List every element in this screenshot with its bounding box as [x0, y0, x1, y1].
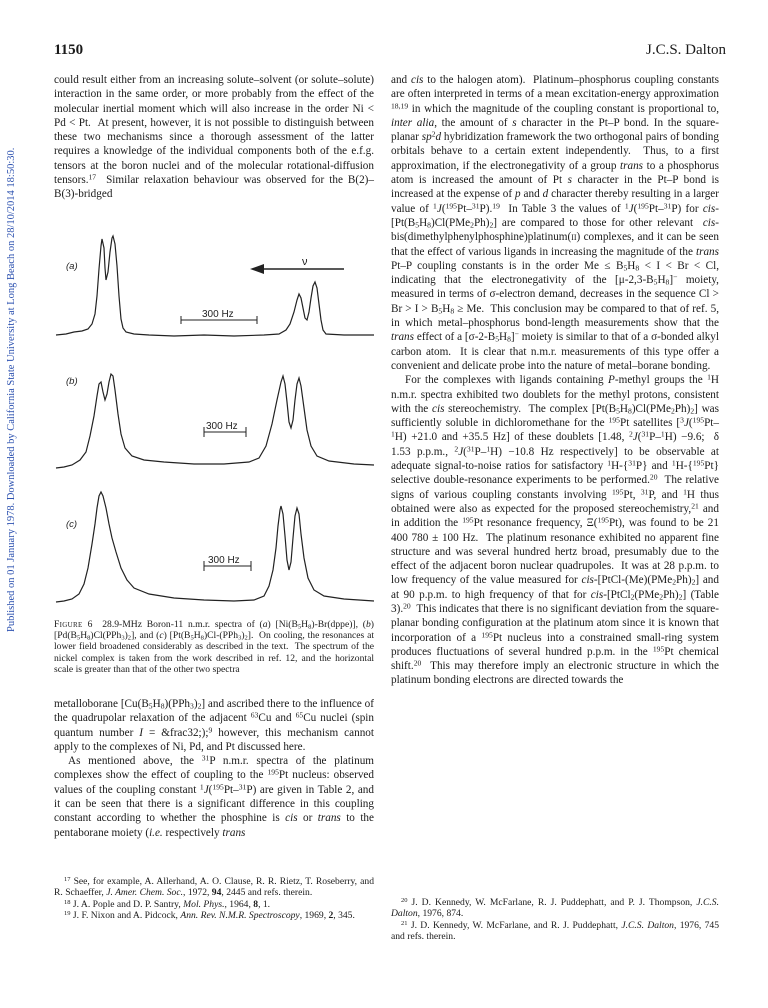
right-footnotes: $^{20}$ J. D. Kennedy, W. McFarlane, R. J. Puddephatt, and P. J. Thompson, J.C.S. Dalton, 1976, 874. $^{21}$ J. D. Kennedy, W. McFarlane, and R. J. Puddephatt, J.C.S. Dalton, 1976, 745 and refs. therein. [391, 897, 719, 942]
left-column-bottom-text: metalloborane $[Cu(B_5H_8)(PPh_3)_2]$ and ascribed there to the influence of the quadrupolar relaxation of the adjacent $^{63}$Cu and $^{65}$Cu nuclei (spin quantum number I = &frac32;);$^9$ however, this mechanism cannot apply to the complexes of Ni, Pd, and Pt discussed here. As mentioned above, the $^{31}$P n.m.r. spectra of the platinum complexes show the effect of coupling to the $^{195}$Pt nucleus: observed values of the coupling constant $^1$J($^{195}$Pt–$^{31}$P) are given in Table 2, and it can be seen that there is a significant difference in this coupling constant according to whether the phosphine is cis or trans to the pentaborane moiety (i.e. respectively trans [54, 698, 374, 839]
scale-label-c: 300 Hz [208, 555, 240, 566]
scale-label-a: 300 Hz [202, 309, 234, 320]
page-number: 1150 [54, 42, 84, 58]
frequency-arrow-label: ν [302, 256, 308, 268]
left-column-top-text: could result either from an increasing solute–solvent (or solute–solute) interaction in the same order, or more probably from the effect of the molecular inertial moment which will also increase in the order Ni < Pd < Pt. At present, however, it is not possible to distinguish between these two mechanisms since a thorough assessment of the latter requires a knowledge of the individual components both of the e.f.g. tensors at the boron nuclei and of the molecular rotational-diffusion tensors.$^{17}$ Similar relaxation behaviour was observed for the B(2)–B(3)-bridged [54, 74, 374, 201]
scale-label-b: 300 Hz [206, 421, 238, 432]
right-column-text: and cis to the halogen atom). Platinum–phosphorus coupling constants are often interpreted in terms of a mean excitation-energy approximation $^{18,19}$ in which the magnitude of the coupling constant is proportional to, inter alia, the amount of s character in the Pt–P bond. In the square-planar $sp^2d$ hybridization framework the two orthogonal pairs of bonding orbitals behave to a certain extent independently. Thus, to a first approximation, if the electronegativity of a group trans to a phosphorus atom is increased the amount of Pt s character in the Pt–P bond is increased at the expense of p and d character thereby resulting in a larger value of $^1$J($^{195}$Pt–$^{31}$P).$^{19}$ In Table 3 the values of $^1$J($^{195}$Pt–$^{31}$P) for cis-$[Pt(B_5H_8)Cl(PMe_2Ph)_2]$ are compared to those for other relevant cis-bis(dimethylphenylphosphine)platinum(ii) complexes, and it can be seen that the effect of various ligands in increasing the magnitude of the trans Pt–P coupling constants is in the order $Me \le B_5H_8 < I < Br < Cl$, indicating that the electronegativity of the $[\mu-2,3-B_5H_8]^-$ moiety, measured in terms of σ-electron demand, decreases in the sequence $Cl > Br > I > B_5H_8 \ge Me$. This conclusion may be compared to that of ref. 5, in which metal–phosphorus bond-length measurements show that the trans effect of a $[\sigma-2-B_5H_8]^-$ moiety is similar to that of a σ-bonded alkyl carbon atom. It is clear that n.m.r. measurements of this type offer a convenient and delicate probe into the nature of metal–borane bonding. For the complexes with ligands containing P-methyl groups the $^1$H n.m.r. spectra exhibited two doublets for the methyl protons, consistent with the cis stereochemistry. The complex $[Pt(B_5H_8)Cl(PMe_2Ph)_2]$ was sufficiently soluble in dichloromethane for the $^{195}$Pt satellites [$^3$J($^{195}$Pt–$^1$H) +21.0 and +35.5 Hz] of these doublets [1.48, $^2$J($^{31}$P–$^1$H) −9.6; δ 1.53 p.p.m., $^2$J($^{31}$P–$^1$H) −10.8 Hz respectively] to be observable at adequate signal-to-noise ratios for satisfactory $^1$H-{$^{31}$P} and $^1$H-{$^{195}$Pt} selective double-resonance experiments to be performed.$^{20}$ The relative signs of various coupling constants involving $^{195}$Pt, $^{31}$P, and $^1$H thus obtained were also as expected for the proposed stereochemistry,$^{21}$ and in addition the $^{195}$Pt resonance frequency, Ξ($^{195}$Pt), was found to be 21 400 780 ± 100 Hz. The platinum resonance exhibited no apparent fine structure and was several hundred hertz broad, presumably due to the effect of the adjacent boron nuclear quadrupoles. It was at 28 p.p.m. to low frequency of the value measured for cis-$[PtCl-(Me)(PMe_2Ph)_2]$ and at 90 p.p.m. to high frequency of that for cis-$[PtCl_2(PMe_2Ph)_2]$ (Table 3).$^{20}$ This indicates that there is no significant deviation from the square-planar bonding configuration at the platinum atom since it is known that incorporation of a $^{195}$Pt nucleus into a constrained small-ring system produces fluctuations of several hundred p.p.m. in the $^{195}$Pt chemical shift.$^{20}$ This may therefore imply an electronic structure in which the platinum bonding electrons are directed towards the [391, 74, 720, 687]
panel-b-label: (b) [66, 376, 78, 387]
panel-a-label: (a) [66, 261, 78, 272]
download-watermark: Published on 01 January 1978. Downloaded by California State University at Long Beach on 28/10/2014 18:50:30. [6, 147, 17, 633]
spectrum-c-trace [56, 492, 374, 602]
page-header [54, 42, 726, 66]
frequency-arrow-head [250, 264, 264, 274]
figure-caption: Figure 6 28.9-MHz Boron-11 n.m.r. spectra of (a) $[Ni(B_5H_8)-Br(dppe)]$, (b) $[Pd(B_5H_8)Cl(PPh_3)_2]$, and (c) $[Pt(B_5H_8)Cl-(PPh_3)_2]$. On cooling, the resonances at lower field broadened considerably as described in the text. The spectrum of the nickel complex is taken from the work described in ref. 12, and the horizontal scale is greater than that of the other two spectra [54, 619, 375, 675]
journal-title: J.C.S. Dalton [645, 42, 726, 58]
spectrum-a-trace [56, 236, 374, 336]
left-footnotes: $^{17}$ See, for example, A. Allerhand, A. O. Clause, R. R. Rietz, T. Roseberry, and R. Schaeffer, J. Amer. Chem. Soc., 1972, 94, 2445 and refs. therein. $^{18}$ J. A. Pople and D. P. Santry, Mol. Phys., 1964, 8, 1. $^{19}$ J. F. Nixon and A. Pidcock, Ann. Rev. N.M.R. Spectroscopy, 1969, 2, 345. [54, 876, 374, 921]
nmr-spectra-figure [54, 224, 376, 616]
panel-c-label: (c) [66, 519, 78, 530]
